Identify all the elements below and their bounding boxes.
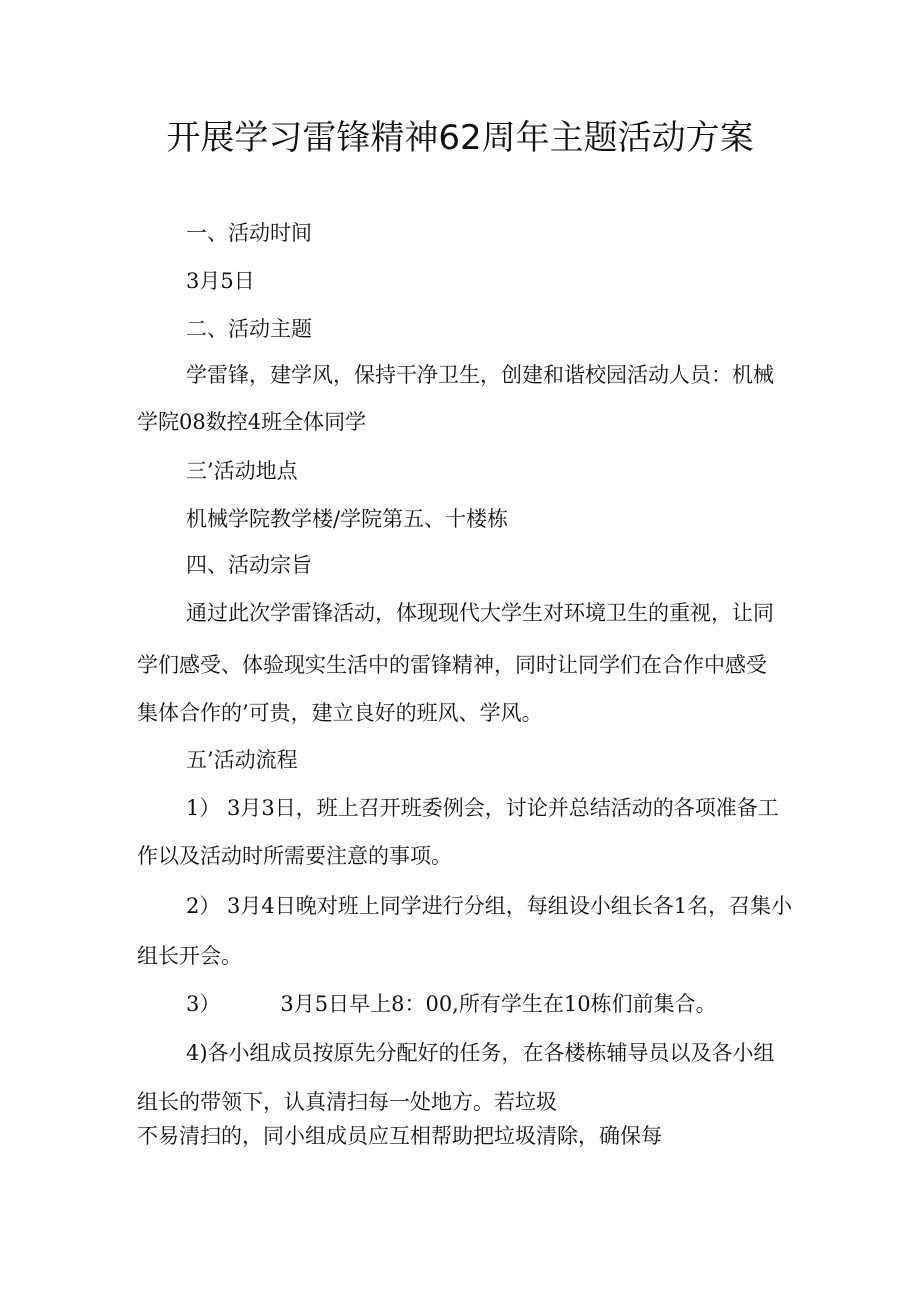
process-step-line: 作以及活动时所需要注意的事项。 [137,844,452,868]
section-heading-time: 一、活动时间 [186,221,312,245]
section-heading-location: 三’活动地点 [186,459,298,483]
section-heading-theme: 二、活动主题 [186,317,312,341]
section-heading-purpose: 四、活动宗旨 [186,553,312,577]
process-step-line: 1） 3月3日，班上召开班委例会，讨论并总结活动的各项准备工 [186,796,779,820]
section-heading-process: 五’活动流程 [186,748,298,772]
process-step-line: 2） 3月4日晚对班上同学进行分组，每组设小组长各1名，召集小 [186,894,793,918]
purpose-paragraph-line: 学们感受、体验现实生活中的雷锋精神，同时让同学们在合作中感受 [137,653,767,677]
process-step-text: 3月5日早上8：00,所有学生在10栋们前集合。 [280,992,717,1016]
purpose-paragraph-line: 通过此次学雷锋活动，体现现代大学生对环境卫生的重视，让同 [186,601,774,625]
process-step-line: 不易清扫的，同小组成员应互相帮助把垃圾清除，确保每 [137,1124,662,1148]
activity-date: 3月5日 [186,269,255,293]
process-step-line: 组长开会。 [137,944,242,968]
theme-paragraph-line: 学雷锋，建学风，保持干净卫生，创建和谐校园活动人员：机械 [186,363,774,387]
location-text: 机械学院教学楼/学院第五、十楼栋 [186,507,509,531]
process-step-number: 3） [186,992,221,1016]
document-title: 开展学习雷锋精神62周年主题活动方案 [166,118,754,158]
process-step-line: 4)各小组成员按原先分配好的任务，在各楼栋辅导员以及各小组 [186,1041,775,1065]
theme-paragraph-line: 学院08数控4班全体同学 [137,410,367,434]
purpose-paragraph-line: 集体合作的’可贵，建立良好的班风、学风。 [137,701,543,725]
process-step-line [186,989,717,1019]
process-step-line: 组长的带领下，认真清扫每一处地方。若垃圾 [137,1090,557,1114]
